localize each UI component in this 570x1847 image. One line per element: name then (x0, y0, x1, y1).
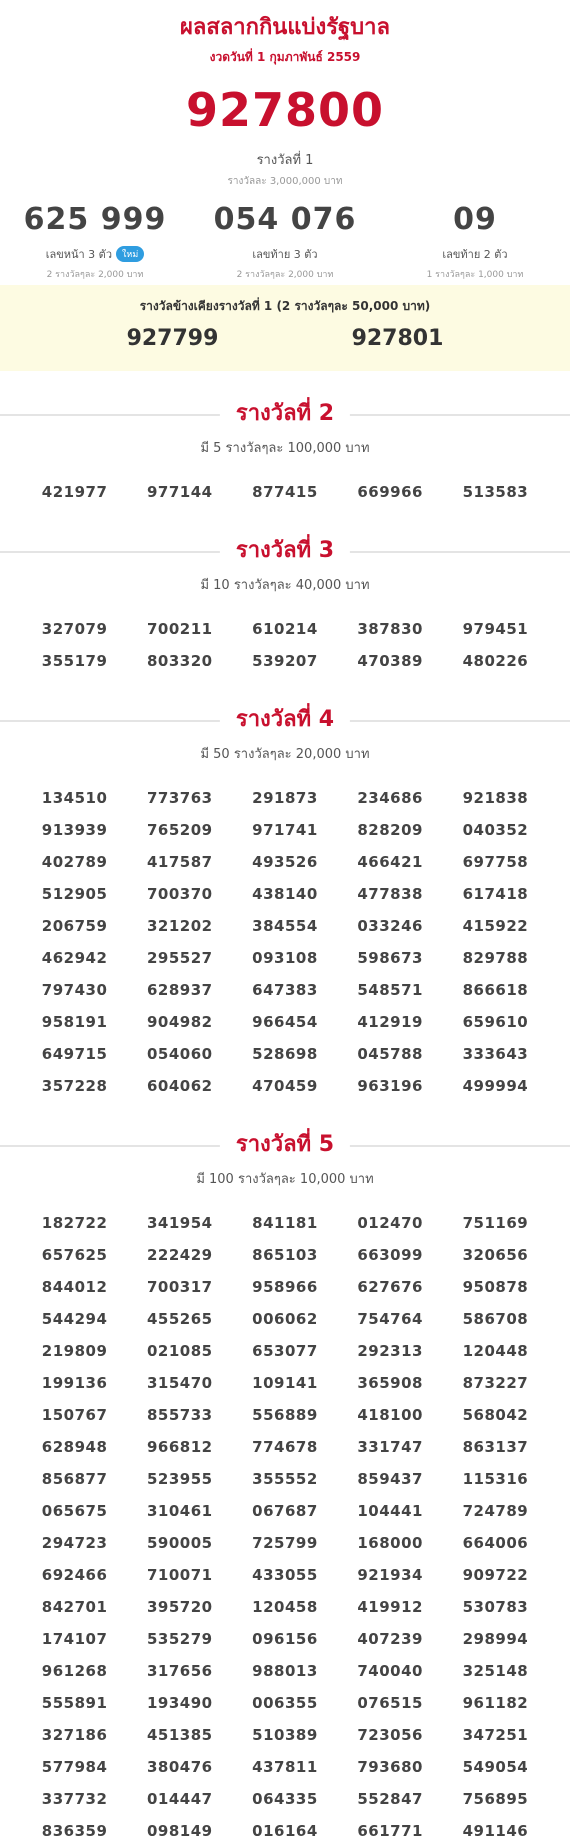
prize-number: 333643 (462, 1045, 529, 1063)
prize-number: 295527 (146, 949, 213, 967)
prize-number: 961182 (462, 1694, 529, 1712)
back-two-digits (380, 201, 570, 283)
prize-number: 365908 (357, 1374, 423, 1392)
prize-number: 855733 (146, 1406, 213, 1424)
prize-number: 877415 (252, 483, 318, 501)
prize-number: 913939 (41, 821, 108, 839)
prize-5-title: รางวัลที่ 5 (220, 1128, 350, 1162)
prize-number: 697758 (462, 853, 529, 871)
prize-number: 168000 (357, 1534, 423, 1552)
prize-number: 418100 (357, 1406, 423, 1424)
prize-number: 438140 (252, 885, 318, 903)
prize-number: 321202 (146, 917, 213, 935)
prize-number: 480226 (462, 652, 529, 670)
prize-number: 331747 (357, 1438, 423, 1456)
prize-number: 067687 (252, 1502, 318, 1520)
prize-number: 470389 (357, 652, 423, 670)
prize-number: 628948 (41, 1438, 108, 1456)
prize-3-title: รางวัลที่ 3 (220, 534, 350, 568)
prize-number: 417587 (146, 853, 213, 871)
prize-number: 604062 (146, 1077, 213, 1095)
prize-number: 182722 (41, 1214, 108, 1232)
back-two-label: เลขท้าย 2 ตัว (442, 248, 508, 261)
prize-number: 341954 (146, 1214, 213, 1232)
prize-number: 756895 (462, 1790, 529, 1808)
mini-prizes (0, 201, 570, 283)
prize-number: 294723 (41, 1534, 108, 1552)
prize-4-title: รางวัลที่ 4 (220, 703, 350, 737)
prize-number: 958966 (252, 1278, 318, 1296)
prize-number: 513583 (462, 483, 529, 501)
draw-date: งวดวันที่ 1 กุมภาพันธ์ 2559 (209, 50, 361, 64)
prize-number: 437811 (252, 1758, 318, 1776)
prize-number: 966454 (252, 1013, 318, 1031)
prize-number: 054060 (146, 1045, 213, 1063)
prize-number: 590005 (146, 1534, 213, 1552)
prize-number: 462942 (41, 949, 108, 967)
page-title: ผลสลากกินแบ่งรัฐบาล (180, 15, 390, 40)
prize-number: 751169 (462, 1214, 529, 1232)
prize-number: 199136 (41, 1374, 108, 1392)
prize-number: 193490 (146, 1694, 213, 1712)
prize-number: 556889 (252, 1406, 318, 1424)
adjacent-number: 927799 (126, 326, 219, 351)
front-three-label: เลขหน้า 3 ตัว (45, 248, 112, 261)
prize-number: 921838 (462, 789, 529, 807)
prize-2-subtitle: มี 5 รางวัลๆละ 100,000 บาท (200, 441, 370, 456)
prize-number: 387830 (357, 620, 423, 638)
prize-number: 548571 (357, 981, 423, 999)
prize-number: 491146 (462, 1822, 529, 1840)
prize-number: 664006 (462, 1534, 529, 1552)
prize-number: 628937 (146, 981, 213, 999)
prize-number: 466421 (357, 853, 423, 871)
first-prize-label: รางวัลที่ 1 (256, 153, 314, 168)
prize-number: 098149 (146, 1822, 213, 1840)
prize-number: 724789 (462, 1502, 529, 1520)
prize-number: 692466 (41, 1566, 108, 1584)
prize-number: 357228 (41, 1077, 108, 1095)
prize-number: 971741 (252, 821, 318, 839)
prize-number: 958191 (41, 1013, 108, 1031)
header (0, 0, 570, 189)
prize-number: 657625 (41, 1246, 108, 1264)
prize-number: 096156 (252, 1630, 318, 1648)
prize-4-subtitle: มี 50 รางวัลๆละ 20,000 บาท (200, 747, 370, 762)
prize-number: 844012 (41, 1278, 108, 1296)
prize-number: 963196 (357, 1077, 423, 1095)
adjacent-prize-box (0, 285, 570, 371)
prize-number: 568042 (462, 1406, 529, 1424)
prize-number: 663099 (357, 1246, 423, 1264)
prize-number: 961268 (41, 1662, 108, 1680)
prize-number: 174107 (41, 1630, 108, 1648)
prize-number: 863137 (462, 1438, 529, 1456)
prize-number: 669966 (357, 483, 423, 501)
back-three-label: เลขท้าย 3 ตัว (252, 248, 318, 261)
prize-number: 510389 (252, 1726, 318, 1744)
prize-number: 544294 (41, 1310, 108, 1328)
prize-number: 014447 (146, 1790, 213, 1808)
adjacent-prize-title: รางวัลข้างเคียงรางวัลที่ 1 (2 รางวัลๆละ 50,000 บาท) (139, 299, 431, 313)
prize-number: 528698 (252, 1045, 318, 1063)
prize-number: 470459 (252, 1077, 318, 1095)
prize-number: 317656 (146, 1662, 213, 1680)
prize-number: 627676 (357, 1278, 423, 1296)
prize-number: 535279 (146, 1630, 213, 1648)
prize-number: 021085 (146, 1342, 213, 1360)
prize-number: 355179 (41, 652, 108, 670)
prize-number: 327186 (41, 1726, 108, 1744)
prize-number: 842701 (41, 1598, 108, 1616)
prize-number: 725799 (252, 1534, 318, 1552)
prize-number: 774678 (252, 1438, 318, 1456)
prize-number: 552847 (357, 1790, 423, 1808)
prize-number: 433055 (252, 1566, 318, 1584)
prize-number: 477838 (357, 885, 423, 903)
back-two-number: 09 (453, 202, 497, 237)
prize-number: 347251 (462, 1726, 529, 1744)
prize-number: 797430 (41, 981, 108, 999)
prize-number: 921934 (357, 1566, 423, 1584)
prize-number: 598673 (357, 949, 423, 967)
prize-number: 415922 (462, 917, 529, 935)
prize-5-section (0, 1128, 570, 1847)
prize-number: 451385 (146, 1726, 213, 1744)
prize-number: 320656 (462, 1246, 529, 1264)
prize-number: 407239 (357, 1630, 423, 1648)
prize-2-title: รางวัลที่ 2 (220, 397, 350, 431)
prize-3-subtitle: มี 10 รางวัลๆละ 40,000 บาท (200, 578, 370, 593)
prize-number: 610214 (252, 620, 318, 638)
front-three-number: 625 999 (23, 202, 167, 237)
prize-number: 310461 (146, 1502, 213, 1520)
prize-number: 419912 (357, 1598, 423, 1616)
prize-number: 803320 (146, 652, 213, 670)
adjacent-number: 927801 (351, 326, 444, 351)
prize-number: 950878 (462, 1278, 529, 1296)
prize-number: 617418 (462, 885, 529, 903)
prize-number: 586708 (462, 1310, 529, 1328)
prize-2-section (0, 397, 570, 508)
prize-number: 653077 (252, 1342, 318, 1360)
prize-5-subtitle: มี 100 รางวัลๆละ 10,000 บาท (196, 1172, 374, 1187)
prize-number: 499994 (462, 1077, 529, 1095)
prize-number: 384554 (252, 917, 318, 935)
prize-number: 793680 (357, 1758, 423, 1776)
prize-number: 064335 (252, 1790, 318, 1808)
prize-number: 754764 (357, 1310, 423, 1328)
prize-number: 865103 (252, 1246, 318, 1264)
prize-number: 555891 (41, 1694, 108, 1712)
prize-number: 859437 (357, 1470, 423, 1488)
prize-3-section (0, 534, 570, 677)
prize-number: 909722 (462, 1566, 529, 1584)
prize-number: 325148 (462, 1662, 529, 1680)
prize-number: 120448 (462, 1342, 529, 1360)
prize-number: 661771 (357, 1822, 423, 1840)
prize-number: 315470 (146, 1374, 213, 1392)
prize-number: 723056 (357, 1726, 423, 1744)
prize-number: 337732 (41, 1790, 108, 1808)
prize-2-grid (22, 476, 548, 508)
prize-number: 856877 (41, 1470, 108, 1488)
prize-number: 979451 (462, 620, 529, 638)
prize-number: 836359 (41, 1822, 108, 1840)
prize-number: 700211 (146, 620, 213, 638)
prize-number: 380476 (146, 1758, 213, 1776)
prize-number: 134510 (41, 789, 108, 807)
prize-number: 298994 (462, 1630, 529, 1648)
prize-number: 012470 (357, 1214, 423, 1232)
prize-number: 988013 (252, 1662, 318, 1680)
prize-number: 977144 (146, 483, 213, 501)
back-three-digits (190, 201, 380, 283)
prize-number: 327079 (41, 620, 108, 638)
prize-number: 045788 (357, 1045, 423, 1063)
prize-number: 421977 (41, 483, 108, 501)
prize-number: 219809 (41, 1342, 108, 1360)
prize-number: 549054 (462, 1758, 529, 1776)
prize-number: 873227 (462, 1374, 529, 1392)
prize-number: 904982 (146, 1013, 213, 1031)
prize-number: 828209 (357, 821, 423, 839)
prize-number: 647383 (252, 981, 318, 999)
back-three-number: 054 076 (213, 202, 357, 237)
prize-number: 109141 (252, 1374, 318, 1392)
prize-number: 033246 (357, 917, 423, 935)
prize-number: 659610 (462, 1013, 529, 1031)
prize-number: 006062 (252, 1310, 318, 1328)
prize-number: 206759 (41, 917, 108, 935)
prize-number: 512905 (41, 885, 108, 903)
prize-number: 355552 (252, 1470, 318, 1488)
prize-number: 093108 (252, 949, 318, 967)
prize-number: 966812 (146, 1438, 213, 1456)
prize-number: 150767 (41, 1406, 108, 1424)
prize-number: 395720 (146, 1598, 213, 1616)
back-two-sub: 1 รางวัลๆละ 1,000 บาท (426, 270, 524, 280)
prize-number: 765209 (146, 821, 213, 839)
prize-number: 402789 (41, 853, 108, 871)
prize-4-section (0, 703, 570, 1102)
prize-number: 866618 (462, 981, 529, 999)
prize-number: 523955 (146, 1470, 213, 1488)
front-three-digits (0, 201, 190, 283)
prize-number: 841181 (252, 1214, 318, 1232)
prize-number: 016164 (252, 1822, 318, 1840)
prize-number: 115316 (462, 1470, 529, 1488)
prize-number: 291873 (252, 789, 318, 807)
new-badge: ใหม่ (116, 246, 144, 262)
prize-number: 740040 (357, 1662, 423, 1680)
prize-5-grid (22, 1207, 548, 1847)
prize-number: 006355 (252, 1694, 318, 1712)
prize-number: 710071 (146, 1566, 213, 1584)
prize-number: 040352 (462, 821, 529, 839)
prize-3-grid (22, 613, 548, 677)
prize-number: 412919 (357, 1013, 423, 1031)
prize-number: 700370 (146, 885, 213, 903)
first-prize-amount: รางวัลละ 3,000,000 บาท (227, 176, 343, 187)
prize-number: 773763 (146, 789, 213, 807)
prize-number: 076515 (357, 1694, 423, 1712)
prize-number: 539207 (252, 652, 318, 670)
prize-number: 493526 (252, 853, 318, 871)
first-prize-number: 927800 (185, 83, 385, 137)
prize-number: 530783 (462, 1598, 529, 1616)
prize-number: 120458 (252, 1598, 318, 1616)
prize-number: 104441 (357, 1502, 423, 1520)
prize-number: 292313 (357, 1342, 423, 1360)
prize-number: 065675 (41, 1502, 108, 1520)
prize-number: 222429 (146, 1246, 213, 1264)
front-three-sub: 2 รางวัลๆละ 2,000 บาท (46, 270, 144, 280)
prize-number: 700317 (146, 1278, 213, 1296)
prize-number: 829788 (462, 949, 529, 967)
prize-4-grid (22, 782, 548, 1102)
prize-number: 577984 (41, 1758, 108, 1776)
back-three-sub: 2 รางวัลๆละ 2,000 บาท (236, 270, 334, 280)
prize-number: 234686 (357, 789, 423, 807)
prize-number: 649715 (41, 1045, 108, 1063)
prize-number: 455265 (146, 1310, 213, 1328)
